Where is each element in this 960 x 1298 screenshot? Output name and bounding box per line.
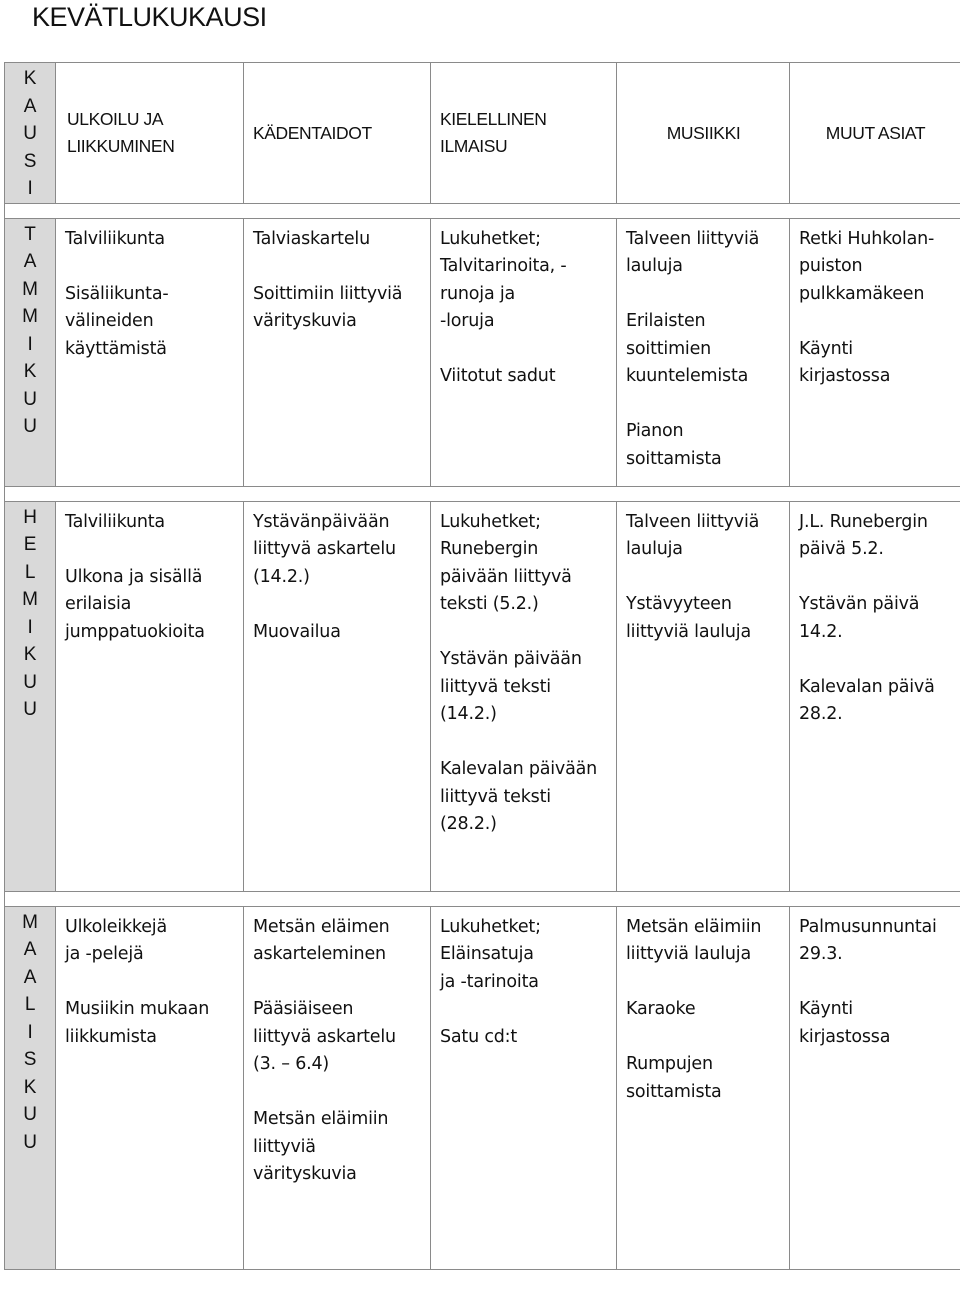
season-letter: M bbox=[22, 589, 38, 610]
activity-line: soittamista bbox=[626, 448, 722, 469]
activity-line: Kalevalan päivä bbox=[799, 676, 935, 697]
season-letter: I bbox=[27, 333, 33, 355]
season-letter: A bbox=[23, 966, 37, 988]
activity-line: teksti (5.2.) bbox=[440, 594, 539, 614]
month-row bbox=[5, 906, 960, 1269]
activity-line: värityskuvia bbox=[253, 311, 357, 331]
activity-line: Talveen liittyviä bbox=[626, 511, 760, 532]
season-letter: S bbox=[23, 150, 37, 172]
season-letter: A bbox=[23, 939, 37, 960]
activity-line: liittyviä lauluja bbox=[626, 621, 751, 642]
paragraph-gap bbox=[440, 729, 608, 757]
season-letter: I bbox=[27, 178, 33, 199]
paragraph-gap bbox=[253, 969, 422, 997]
activity-cell bbox=[790, 906, 960, 1269]
activity-line: Retki Huhkolan- bbox=[799, 228, 935, 249]
activity-line: soittamista bbox=[626, 1081, 722, 1102]
activity-line: kuuntelemista bbox=[626, 366, 749, 386]
activity-line: Talviaskartelu bbox=[253, 228, 370, 249]
separator-cell bbox=[5, 891, 960, 906]
separator-row bbox=[5, 203, 960, 218]
activity-line: pulkkamäkeen bbox=[799, 283, 925, 304]
activity-cell bbox=[244, 501, 431, 891]
activity-line: runoja ja bbox=[440, 283, 516, 304]
season-letter: U bbox=[23, 671, 37, 693]
activity-line: erilaisia bbox=[65, 594, 132, 614]
activity-line: liittyvä teksti bbox=[440, 676, 551, 697]
season-letter: U bbox=[23, 699, 37, 720]
page-title: KEVÄTLUKUKAUSI bbox=[32, 2, 267, 32]
season-letter: I bbox=[27, 616, 33, 638]
activity-cell bbox=[56, 501, 244, 891]
month-row bbox=[5, 501, 960, 891]
activity-line: Käynti bbox=[799, 999, 853, 1019]
activity-line: Metsän eläimiin bbox=[253, 1109, 389, 1129]
season-letter: U bbox=[23, 416, 37, 437]
curriculum-table bbox=[4, 62, 960, 1270]
season-letter: E bbox=[23, 534, 37, 555]
season-letter: L bbox=[24, 994, 36, 1015]
activity-line: Ystävän päivä bbox=[799, 594, 920, 614]
activity-line: Lukuhetket; bbox=[440, 916, 541, 937]
activity-line: J.L. Runebergin bbox=[799, 511, 928, 532]
activity-line: Talviliikunta bbox=[65, 228, 165, 249]
activity-cell bbox=[617, 218, 790, 486]
separator-row bbox=[5, 486, 960, 501]
season-letter: H bbox=[23, 506, 37, 528]
season-letter: S bbox=[23, 1049, 37, 1070]
season-letter: I bbox=[27, 1021, 33, 1043]
paragraph-gap bbox=[626, 391, 781, 419]
activity-cell bbox=[790, 218, 960, 486]
season-letter: L bbox=[24, 561, 36, 583]
column-header: MUSIIKKI bbox=[617, 63, 790, 204]
paragraph-gap bbox=[440, 336, 608, 364]
activity-line: Pääsiäiseen bbox=[253, 999, 354, 1019]
activity-line: kirjastossa bbox=[799, 1026, 891, 1047]
activity-line: Ystävän päivään bbox=[440, 649, 582, 669]
activity-line: Soittimiin liittyviä bbox=[253, 283, 403, 304]
activity-line: Lukuhetket; bbox=[440, 511, 541, 532]
activity-line: Rumpujen bbox=[626, 1054, 713, 1074]
activity-line: Satu cd:t bbox=[440, 1026, 518, 1047]
activity-line: liittyvä askartelu bbox=[253, 1026, 396, 1047]
season-letter: K bbox=[23, 1076, 37, 1098]
activity-line: askarteleminen bbox=[253, 944, 386, 964]
activity-line: lauluja bbox=[626, 256, 683, 276]
paragraph-gap bbox=[253, 1079, 422, 1107]
activity-line: käyttämistä bbox=[65, 338, 167, 359]
activity-line: välineiden bbox=[65, 311, 154, 331]
column-header: MUUT ASIAT bbox=[790, 63, 960, 204]
season-letter: A bbox=[23, 251, 37, 272]
paragraph-gap bbox=[799, 646, 952, 674]
activity-line: päivään liittyvä bbox=[440, 566, 572, 587]
paragraph-gap bbox=[253, 253, 422, 281]
activity-line: liittyviä lauluja bbox=[626, 944, 751, 964]
activity-line: Eläinsatuja bbox=[440, 944, 534, 964]
season-letter: M bbox=[22, 278, 38, 300]
paragraph-gap bbox=[65, 253, 235, 281]
paragraph-gap bbox=[626, 1024, 781, 1052]
season-letter: U bbox=[23, 1131, 37, 1153]
paragraph-gap bbox=[626, 281, 781, 309]
activity-line: Karaoke bbox=[626, 999, 696, 1019]
activity-line: Musiikin mukaan bbox=[65, 999, 210, 1019]
separator-row bbox=[5, 891, 960, 906]
activity-line: Kalevalan päivään bbox=[440, 759, 598, 779]
season-letter: M bbox=[22, 911, 38, 933]
paragraph-gap bbox=[440, 619, 608, 647]
activity-line: (14.2.) bbox=[253, 566, 310, 587]
paragraph-gap bbox=[65, 536, 235, 564]
activity-line: Metsän eläimiin bbox=[626, 916, 762, 937]
activity-line: Palmusunnuntai bbox=[799, 916, 937, 937]
activity-line: Ulkona ja sisällä bbox=[65, 566, 203, 587]
paragraph-gap bbox=[799, 969, 952, 997]
activity-line: 14.2. bbox=[799, 621, 843, 642]
activity-line: Viitotut sadut bbox=[440, 366, 556, 386]
separator-cell bbox=[5, 486, 960, 501]
activity-line: Talveen liittyviä bbox=[626, 228, 760, 249]
activity-line: ja -tarinoita bbox=[440, 971, 539, 992]
activity-cell bbox=[56, 906, 244, 1269]
paragraph-gap bbox=[626, 969, 781, 997]
month-row bbox=[5, 218, 960, 486]
season-header-cell bbox=[5, 63, 56, 204]
activity-line: Ystävänpäivään bbox=[253, 511, 390, 532]
activity-cell bbox=[617, 906, 790, 1269]
activity-line: Sisäliikunta- bbox=[65, 283, 169, 304]
activity-line: Ulkoleikkejä bbox=[65, 916, 167, 937]
activity-line: värityskuvia bbox=[253, 1164, 357, 1184]
activity-cell bbox=[431, 218, 617, 486]
activity-line: lauluja bbox=[626, 539, 683, 559]
season-letter: K bbox=[23, 361, 37, 382]
activity-line: Lukuhetket; bbox=[440, 228, 541, 249]
activity-cell bbox=[431, 501, 617, 891]
activity-line: päivä 5.2. bbox=[799, 539, 884, 559]
season-letter: A bbox=[23, 95, 37, 117]
activity-line: Muovailua bbox=[253, 621, 341, 642]
activity-line: Metsän eläimen bbox=[253, 916, 390, 937]
activity-line: kirjastossa bbox=[799, 366, 891, 386]
season-letter: K bbox=[23, 68, 37, 89]
header-row bbox=[5, 63, 960, 204]
column-header: ULKOILU JA LIIKKUMINEN bbox=[56, 63, 244, 204]
activity-line: ja -pelejä bbox=[65, 944, 144, 964]
activity-line: Runebergin bbox=[440, 539, 539, 559]
activity-cell bbox=[244, 906, 431, 1269]
activity-line: liittyviä bbox=[253, 1136, 316, 1157]
activity-line: 29.3. bbox=[799, 944, 843, 964]
activity-line: -loruja bbox=[440, 311, 495, 331]
month-label-cell bbox=[5, 906, 56, 1269]
column-header: KIELELLINEN ILMAISU bbox=[431, 63, 617, 204]
paragraph-gap bbox=[799, 564, 952, 592]
season-letter: U bbox=[23, 123, 37, 144]
activity-line: 28.2. bbox=[799, 704, 843, 724]
month-label-cell bbox=[5, 218, 56, 486]
month-label-cell bbox=[5, 501, 56, 891]
separator-cell bbox=[5, 203, 960, 218]
activity-line: Talvitarinoita, - bbox=[440, 256, 567, 276]
season-letter: K bbox=[23, 644, 37, 665]
activity-line: Erilaisten bbox=[626, 311, 706, 331]
column-header: KÄDENTAIDOT bbox=[244, 63, 431, 204]
paragraph-gap bbox=[799, 308, 952, 336]
activity-line: liittyvä teksti bbox=[440, 786, 551, 807]
season-letter: M bbox=[22, 306, 38, 327]
season-letter: U bbox=[23, 1104, 37, 1125]
activity-line: (3. – 6.4) bbox=[253, 1054, 330, 1074]
activity-cell bbox=[790, 501, 960, 891]
season-letter: U bbox=[23, 388, 37, 410]
activity-line: Ystävyyteen bbox=[626, 594, 732, 614]
activity-cell bbox=[431, 906, 617, 1269]
paragraph-gap bbox=[626, 564, 781, 592]
activity-line: (28.2.) bbox=[440, 814, 497, 834]
activity-cell bbox=[56, 218, 244, 486]
activity-line: jumppatuokioita bbox=[65, 621, 205, 642]
activity-line: (14.2.) bbox=[440, 704, 497, 724]
activity-cell bbox=[244, 218, 431, 486]
paragraph-gap bbox=[65, 969, 235, 997]
activity-cell bbox=[617, 501, 790, 891]
paragraph-gap bbox=[253, 591, 422, 619]
paragraph-gap bbox=[440, 996, 608, 1024]
season-letter: T bbox=[24, 223, 36, 245]
activity-line: Käynti bbox=[799, 338, 853, 359]
activity-line: soittimien bbox=[626, 338, 712, 359]
activity-line: Pianon bbox=[626, 421, 684, 441]
activity-line: liittyvä askartelu bbox=[253, 539, 396, 559]
activity-line: Talviliikunta bbox=[65, 511, 165, 532]
activity-line: puiston bbox=[799, 256, 863, 276]
activity-line: liikkumista bbox=[65, 1026, 157, 1047]
